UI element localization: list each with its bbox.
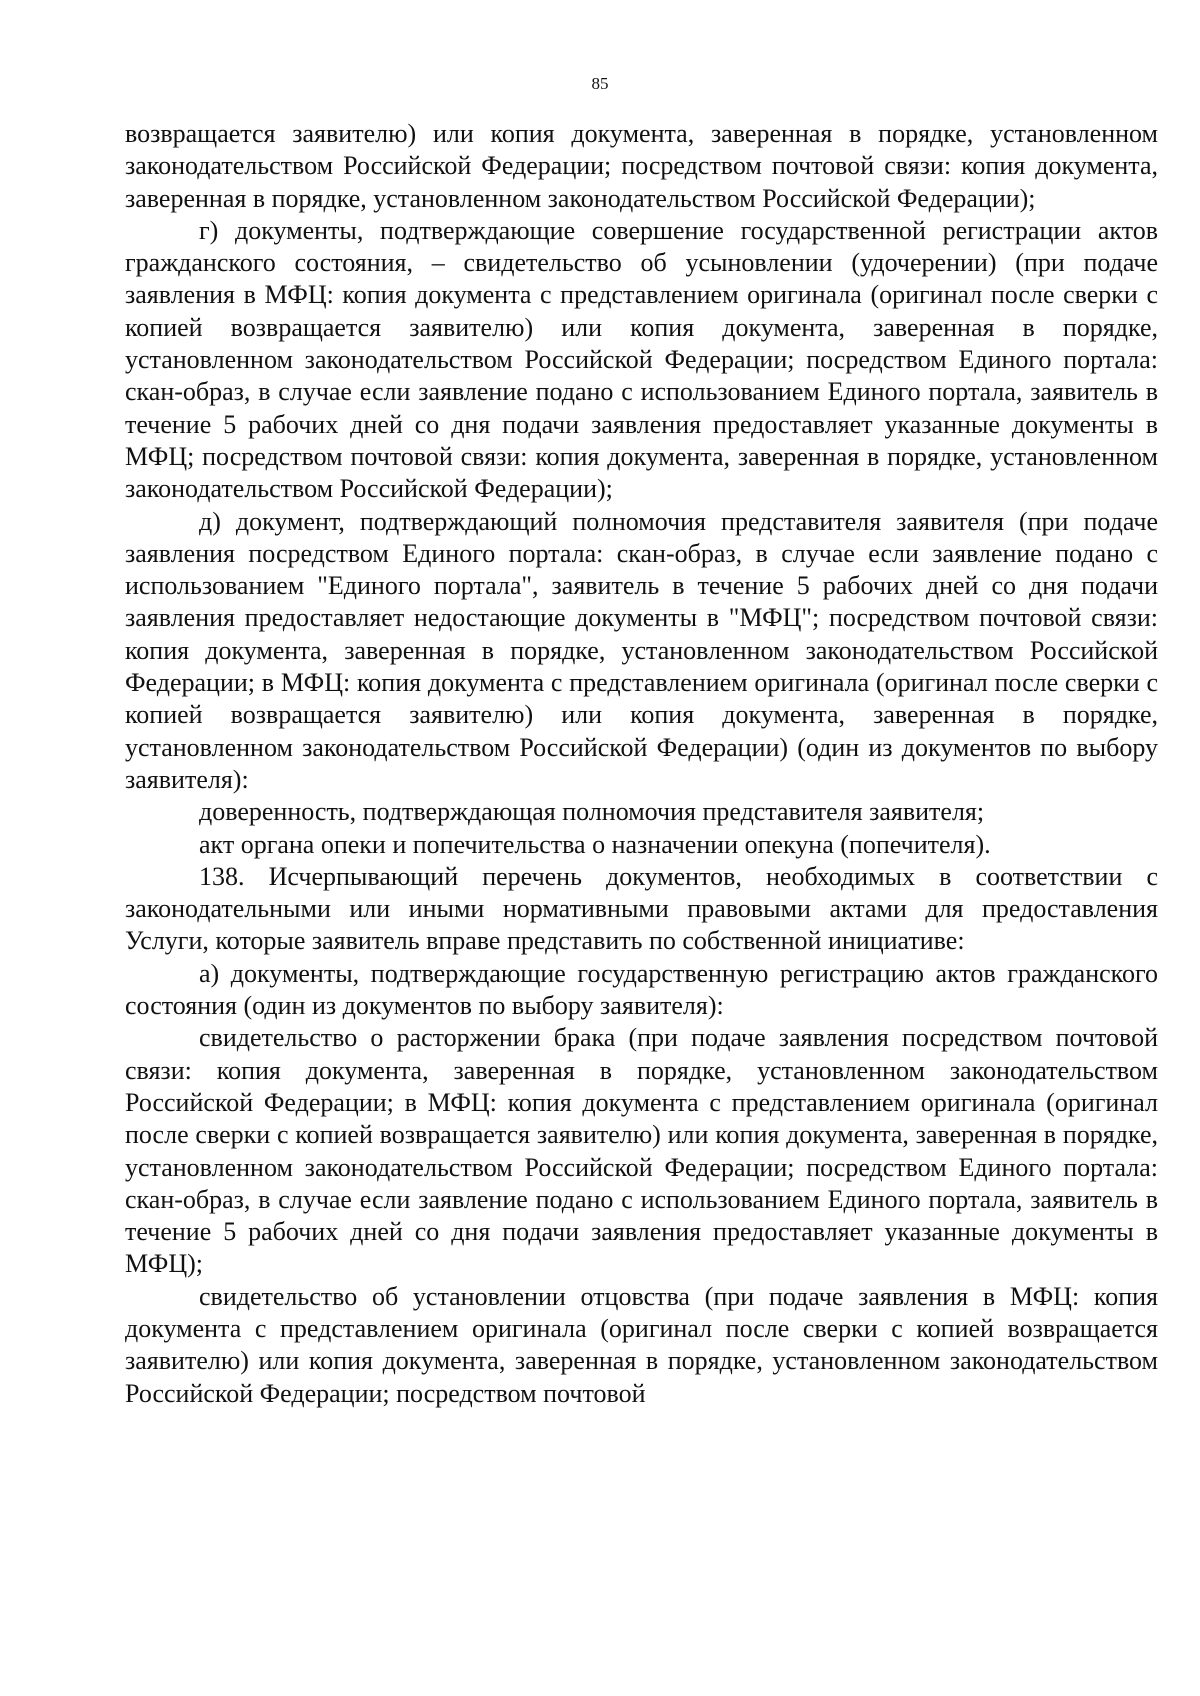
paragraph-guardianship-act: акт органа опеки и попечительства о назначении опекуна (попечителя). [199,829,991,859]
paragraph-item-d: д) документ, подтверждающий полномочия представителя заявителя (при подаче заявления посредством Единого портала: скан-образ, в случае если заявление подано с использованием "Единого портала", заявитель в течение 5 рабочих дней со дня подачи заявления предоставляет недостающие документы в "МФЦ"; посредством почтовой связи: копия документа, заверенная в порядке, установленном законодательством Российской Федерации; в МФЦ: копия документа с представлением оригинала (оригинал после сверки с копией возвращается заявителю) или копия документа, заверенная в порядке, установленном законодательством Российской Федерации) (один из документов по выбору заявителя): [125,506,1158,794]
paragraph-continuation: возвращается заявителю) или копия документа, заверенная в порядке, установленном законодательством Российской Федерации; посредством почтовой связи: копия документа, заверенная в порядке, установленном законодательством Российской Федерации); [125,119,1158,213]
paragraph-power-of-attorney: доверенность, подтверждающая полномочия представителя заявителя; [199,797,985,827]
paragraph-divorce-certificate: свидетельство о расторжении брака (при подаче заявления посредством почтовой связи: копия документа, заверенная в порядке, установленном законодательством Российской Федерации; в МФЦ: копия документа с представлением оригинала (оригинал после сверки с копией возвращается заявителю) или копия документа, заверенная в порядке, установленном законодательством Российской Федерации; посредством Единого портала: скан-образ, в случае если заявление подано с использованием Единого портала, заявитель в течение 5 рабочих дней со дня подачи заявления предоставляет указанные документы в МФЦ); [125,1023,1158,1279]
paragraph-paternity-certificate: свидетельство об установлении отцовства (при подаче заявления в МФЦ: копия документа с представлением оригинала (оригинал после сверки с копией возвращается заявителю) или копия документа, заверенная в порядке, установленном законодательством Российской Федерации; посредством почтовой [125,1281,1158,1408]
paragraph-item-a: а) документы, подтверждающие государственную регистрацию актов гражданского состояния (один из документов по выбору заявителя): [125,958,1158,1021]
paragraph-clause-138: 138. Исчерпывающий перечень документов, необходимых в соответствии с законодательными или иными нормативными правовыми актами для предоставления Услуги, которые заявитель вправе представить по собственной инициативе: [125,861,1158,956]
page-number: 85 [591,74,609,93]
paragraph-item-g: г) документы, подтверждающие совершение государственной регистрации актов гражданского состояния, – свидетельство об усыновлении (удочерении) (при подаче заявления в МФЦ: копия документа с представлением оригинала (оригинал после сверки с копией возвращается заявителю) или копия документа, заверенная в порядке, установленном законодательством Российской Федерации; посредством Единого портала: скан-образ, в случае если заявление подано с использованием Единого портала, заявитель в течение 5 рабочих дней со дня подачи заявления предоставляет указанные документы в МФЦ; посредством почтовой связи: копия документа, заверенная в порядке, установленном законодательством Российской Федерации); [125,215,1158,504]
document-body [125,118,1158,1410]
